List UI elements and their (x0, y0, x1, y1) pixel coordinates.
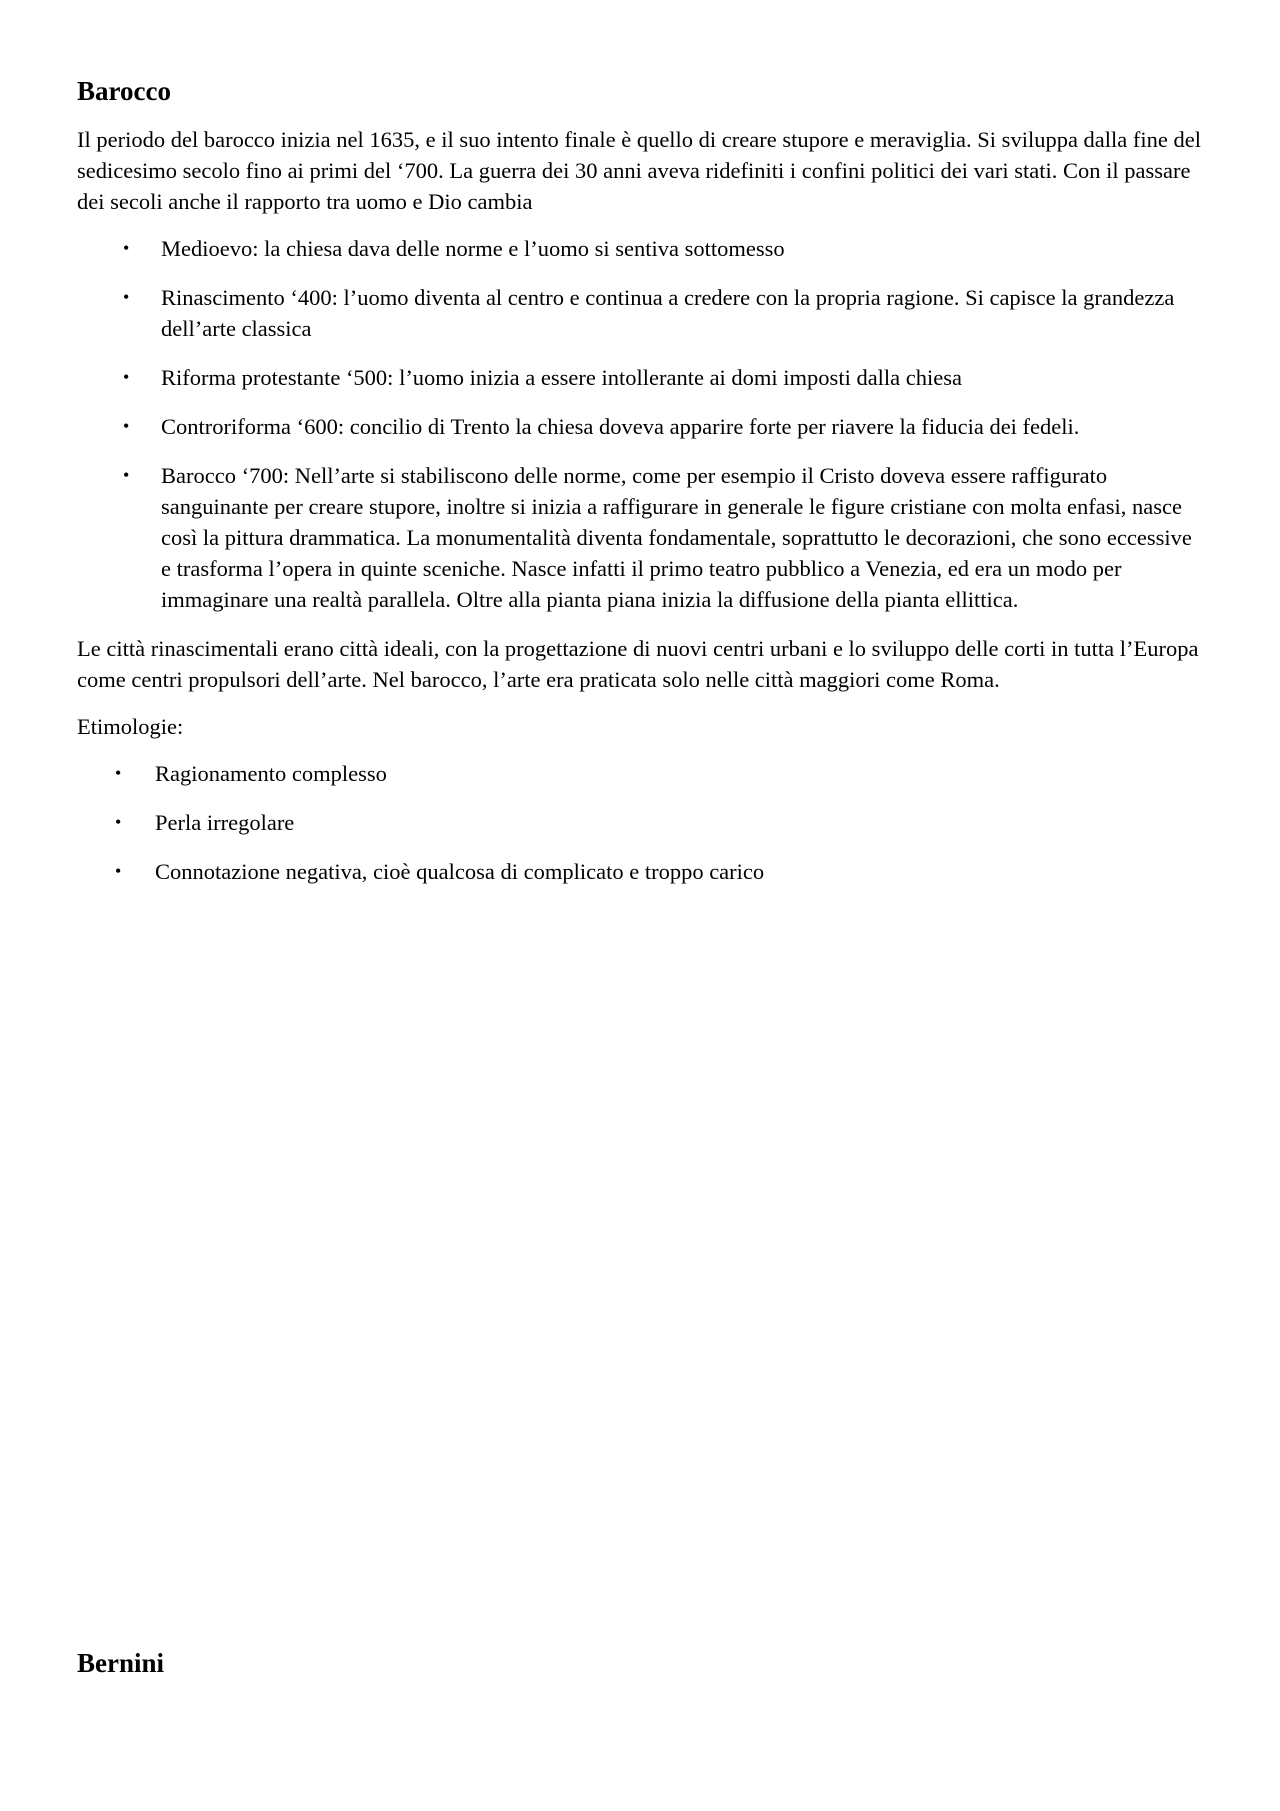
list-item-text: Connotazione negativa, cioè qualcosa di complicato e troppo carico (155, 859, 765, 884)
list-item-text: Rinascimento ‘400: l’uomo diventa al centro e continua a credere con la propria ragione. Si capisce la grandezza dell’arte classica (161, 285, 1175, 341)
list-item (77, 411, 1207, 442)
list-item-text: Perla irregolare (155, 810, 295, 835)
etymology-bullet-list (77, 758, 1207, 887)
list-item-text: Riforma protestante ‘500: l’uomo inizia a essere intollerante ai domi imposti dalla chiesa (161, 365, 963, 390)
bullet-icon: • (123, 367, 130, 387)
list-item-text: Barocco ‘700: Nell’arte si stabiliscono delle norme, come per esempio il Cristo doveva essere raffigurato sanguinante per creare stupore, inoltre si inizia a raffigurare in generale le figure cristiane con molta enfasi, nasce così la pittura drammatica. La monumentalità diventa fondamentale, soprattutto le decorazioni, che sono eccessive e trasforma l’opera in quinte sceniche. Nasce infatti il primo teatro pubblico a Venezia, ed era un modo per immaginare una realtà parallela. Oltre alla pianta piana inizia la diffusione della pianta ellittica. (161, 463, 1192, 612)
bullet-icon: • (123, 465, 130, 485)
bullet-icon: • (115, 861, 122, 881)
list-item-text: Controriforma ‘600: concilio di Trento la chiesa doveva apparire forte per riavere la fiducia dei fedeli. (161, 414, 1080, 439)
list-item (77, 362, 1207, 393)
list-item (77, 807, 1207, 838)
etymology-label: Etimologie: (77, 714, 184, 739)
bullet-icon: • (115, 812, 122, 832)
bullet-icon: • (123, 416, 130, 436)
list-item (77, 758, 1207, 789)
list-item (77, 233, 1207, 264)
history-bullet-list (77, 233, 1207, 615)
cities-paragraph: Le città rinascimentali erano città ideali, con la progettazione di nuovi centri urbani e lo sviluppo delle corti in tutta l’Europa come centri propulsori dell’arte. Nel barocco, l’arte era praticata solo nelle città maggiori come Roma. (77, 636, 1199, 692)
section-title-barocco: Barocco (77, 76, 171, 106)
bullet-icon: • (123, 287, 130, 307)
intro-paragraph: Il periodo del barocco inizia nel 1635, e il suo intento finale è quello di creare stupore e meraviglia. Si sviluppa dalla fine del sedicesimo secolo fino ai primi del ‘700. La guerra dei 30 anni aveva ridefiniti i confini politici dei vari stati. Con il passare dei secoli anche il rapporto tra uomo e Dio cambia (77, 127, 1202, 214)
document-content (77, 74, 1207, 905)
bullet-icon: • (123, 238, 130, 258)
list-item (77, 282, 1207, 344)
list-item-text: Medioevo: la chiesa dava delle norme e l’uomo si sentiva sottomesso (161, 236, 785, 261)
list-item (77, 460, 1207, 615)
bullet-icon: • (115, 763, 122, 783)
section-title-bernini: Bernini (77, 1648, 165, 1678)
list-item-text: Ragionamento complesso (155, 761, 387, 786)
list-item (77, 856, 1207, 887)
